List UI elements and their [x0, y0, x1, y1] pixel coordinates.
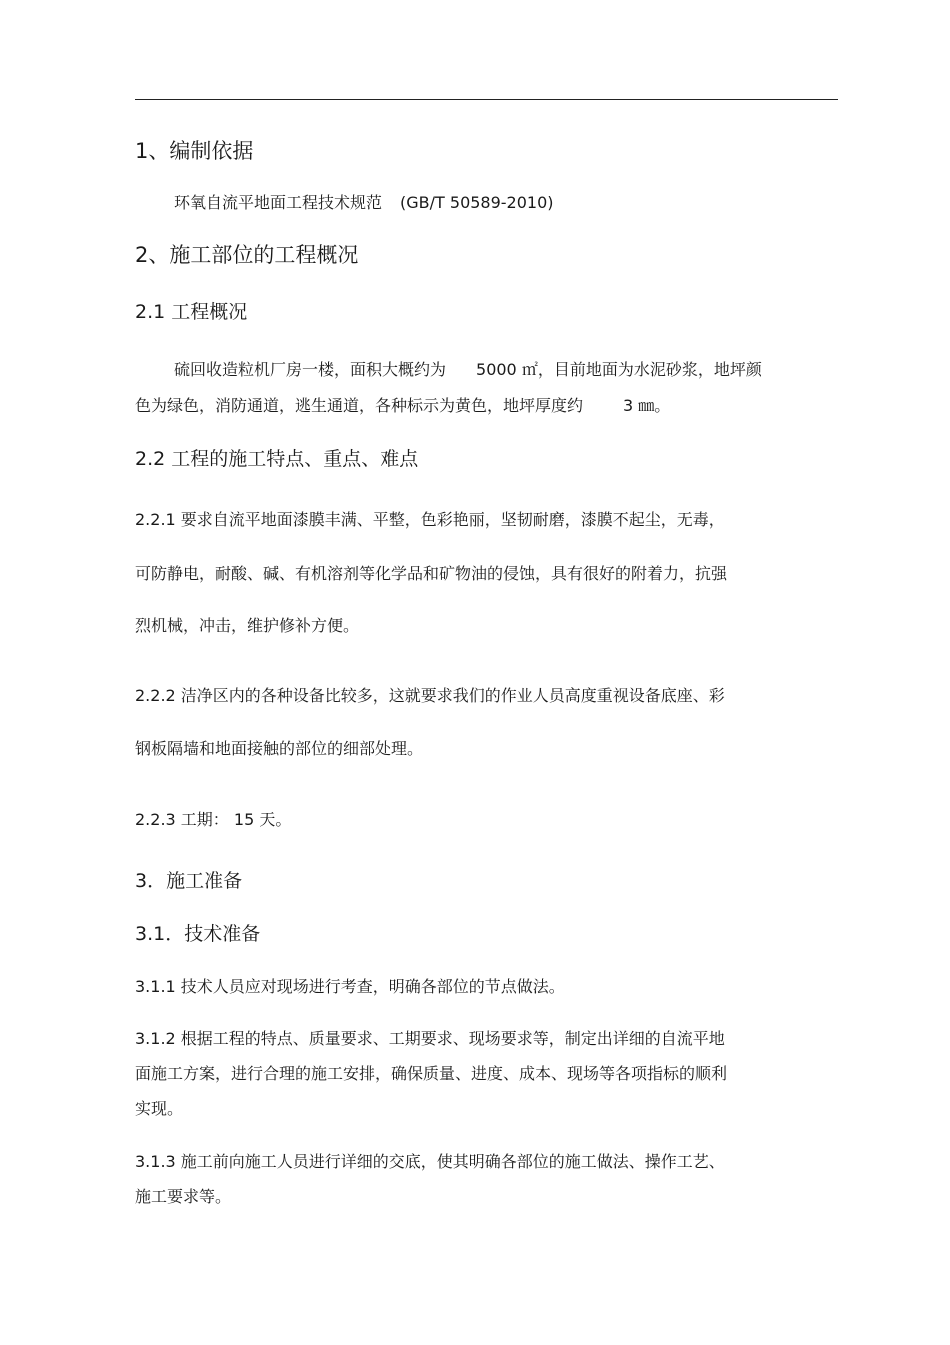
section-3-1-3-line-1: 3.1.3 施工前向施工人员进行详细的交底，使其明确各部位的施工做法、操作工艺、 — [135, 1152, 725, 1171]
section-2-2-2-line-2: 钢板隔墙和地面接触的部位的细部处理。 — [135, 739, 424, 758]
section-3-title: 3．施工准备 — [135, 870, 243, 892]
basis-name: 环氧自流平地面工程技术规范 — [174, 193, 383, 212]
area-text-2: ，目前地面为水泥砂浆，地坪颜 — [537, 360, 762, 379]
section-2-2-3: 2.2.3 工期： 15 天。 — [135, 810, 292, 829]
section-3-1-title: 3.1．技术准备 — [135, 923, 261, 945]
area-text: 硫回收造粒机厂房一楼，面积大概约为 — [174, 360, 447, 379]
section-3-1-3-line-2: 施工要求等。 — [135, 1187, 232, 1206]
thickness-value: 3 ㎜。 — [623, 396, 671, 415]
section-3-1-2-line-3: 实现。 — [135, 1099, 184, 1118]
section-3-1-2-line-2: 面施工方案，进行合理的施工安排，确保质量、进度、成本、现场等各项指标的顺利 — [135, 1064, 728, 1083]
section-2-1-line-2 — [135, 398, 670, 414]
section-2-2-1-line-1: 2.2.1 要求自流平地面漆膜丰满、平整，色彩艳丽，坚韧耐磨，漆膜不起尘，无毒， — [135, 510, 725, 529]
section-3-1-2-line-1: 3.1.2 根据工程的特点、质量要求、工期要求、现场要求等，制定出详细的自流平地 — [135, 1029, 725, 1048]
section-2-1-title: 2.1 工程概况 — [135, 301, 248, 323]
section-2-1-line-1 — [174, 362, 762, 378]
basis-code: (GB/T 50589-2010) — [400, 193, 554, 212]
section-2-title: 2、施工部位的工程概况 — [135, 243, 359, 267]
section-2-2-1-line-2: 可防静电，耐酸、碱、有机溶剂等化学品和矿物油的侵蚀，具有很好的附着力，抗强 — [135, 564, 728, 583]
header-rule — [135, 99, 838, 100]
section-2-2-title: 2.2 工程的施工特点、重点、难点 — [135, 448, 419, 470]
area-value: 5000 ㎡ — [476, 360, 538, 379]
section-3-1-1: 3.1.1 技术人员应对现场进行考查，明确各部位的节点做法。 — [135, 977, 565, 996]
color-text: 色为绿色，消防通道，逃生通道，各种标示为黄色，地坪厚度约 — [135, 396, 584, 415]
section-2-2-1-line-3: 烈机械，冲击，维护修补方便。 — [135, 616, 360, 635]
section-2-2-2-line-1: 2.2.2 洁净区内的各种设备比较多，这就要求我们的作业人员高度重视设备底座、彩 — [135, 686, 725, 705]
section-1-basis — [174, 195, 554, 211]
section-1-title: 1、编制依据 — [135, 139, 254, 163]
